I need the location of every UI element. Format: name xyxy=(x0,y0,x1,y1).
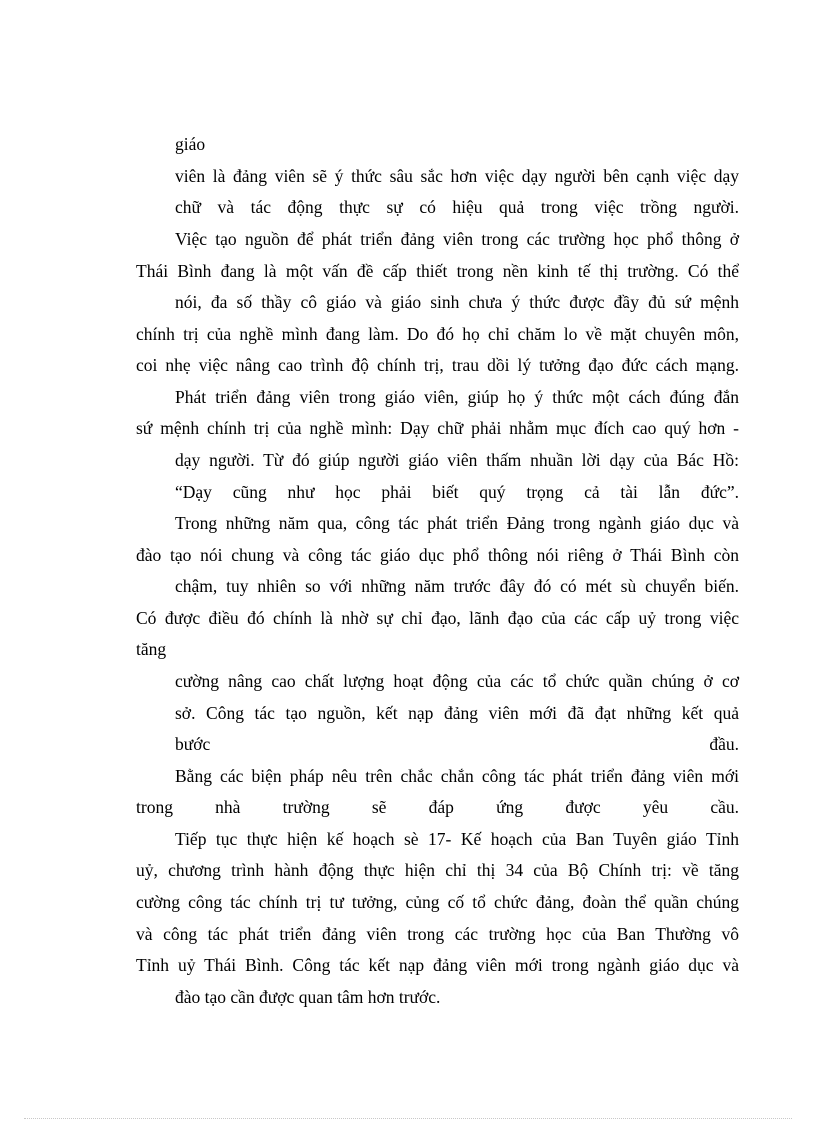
text-line-22: trong nhà trường sẽ đáp ứng được yêu cầu. xyxy=(136,797,739,817)
text-line-27: Tỉnh uỷ Thái Bình. Công tác kết nạp đảng viên mới trong ngành giáo dục và xyxy=(136,955,739,975)
text-line-13: Trong những năm qua, công tác phát triển Đảng trong ngành giáo dục và xyxy=(175,513,739,533)
text-line-12: “Dạy cũng như học phải biết quý trọng cả tài lẫn đức”. xyxy=(175,482,739,502)
text-line-8: coi nhẹ việc nâng cao trình độ chính trị, trau dồi lý tưởng đạo đức cách mạng. xyxy=(136,355,739,375)
text-line-5: Thái Bình đang là một vấn đề cấp thiết trong nền kinh tế thị trường. Có thể xyxy=(136,261,739,281)
text-line-2: viên là đảng viên sẽ ý thức sâu sắc hơn việc dạy người bên cạnh việc dạy xyxy=(175,166,739,186)
text-line-26: và công tác phát triển đảng viên trong các trường học của Ban Thường vô xyxy=(136,924,739,944)
text-line-24: uỷ, chương trình hành động thực hiện chỉ thị 34 của Bộ Chính trị: về tăng xyxy=(136,860,739,880)
text-line-14: đào tạo nói chung và công tác giáo dục phổ thông nói riêng ở Thái Bình còn xyxy=(136,545,739,565)
text-line-23: Tiếp tục thực hiện kế hoạch sè 17- Kế hoạch của Ban Tuyên giáo Tỉnh xyxy=(175,829,739,849)
text-line-3: chữ và tác động thực sự có hiệu quả trong việc trồng người. xyxy=(175,197,739,217)
text-line-11: dạy người. Từ đó giúp người giáo viên thấm nhuần lời dạy của Bác Hồ: xyxy=(175,450,739,470)
text-line-17: tăng xyxy=(136,639,167,659)
text-line-28: đào tạo cần được quan tâm hơn trước. xyxy=(175,987,441,1007)
text-line-6: nói, đa số thầy cô giáo và giáo sinh chưa ý thức được đầy đủ sứ mệnh xyxy=(175,292,739,312)
text-line-20: bước đầu. xyxy=(175,734,739,754)
text-line-16: Có được điều đó chính là nhờ sự chỉ đạo, lãnh đạo của các cấp uỷ trong việc xyxy=(136,608,739,628)
text-line-15: chậm, tuy nhiên so với những năm trước đây đó có mét sù chuyển biến. xyxy=(175,576,739,596)
text-line-19: sở. Công tác tạo nguồn, kết nạp đảng viên mới đã đạt những kết quả xyxy=(175,703,739,723)
text-line-7: chính trị của nghề mình đang làm. Do đó họ chỉ chăm lo về mặt chuyên môn, xyxy=(136,324,739,344)
text-line-25: cường công tác chính trị tư tưởng, củng cố tổ chức đảng, đoàn thể quần chúng xyxy=(136,892,739,912)
text-line-10: sứ mệnh chính trị của nghề mình: Dạy chữ phải nhằm mục đích cao quý hơn - xyxy=(136,418,739,438)
text-line-18: cường nâng cao chất lượng hoạt động của các tổ chức quần chúng ở cơ xyxy=(175,671,739,691)
text-line-4: Việc tạo nguồn để phát triển đảng viên trong các trường học phổ thông ở xyxy=(175,229,739,249)
page-bottom-divider xyxy=(24,1118,792,1119)
text-line-1: giáo xyxy=(175,134,206,154)
text-line-21: Bằng các biện pháp nêu trên chắc chắn công tác phát triển đảng viên mới xyxy=(175,766,739,786)
text-line-9: Phát triển đảng viên trong giáo viên, giúp họ ý thức một cách đúng đắn xyxy=(175,387,739,407)
